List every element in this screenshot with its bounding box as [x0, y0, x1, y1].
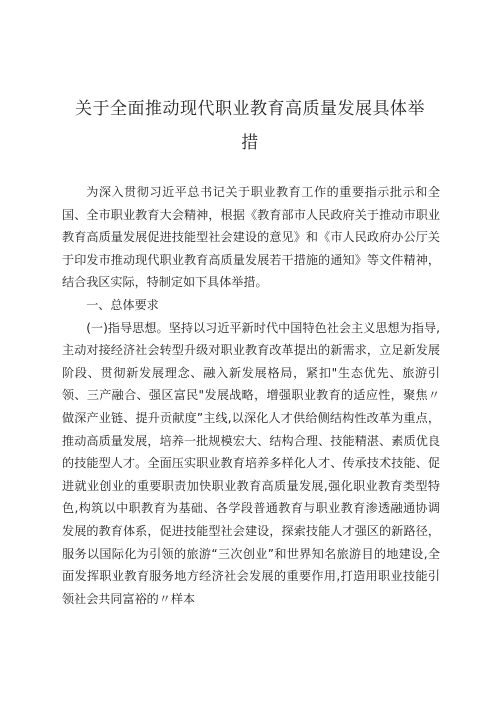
- title-line-2: 措: [241, 133, 259, 153]
- document-body: [62, 181, 440, 610]
- title-line-1: 关于全面推动现代职业教育高质量发展具体举: [75, 99, 425, 119]
- intro-paragraph: 为深入贯彻习近平总书记关于职业教育工作的重要指示批示和全国、全市职业教育大会精神，根据《教育部市人民政府关于推动市职业教育高质量发展促进技能型社会建设的意见》和《市人民政府办公厅关于印发市推动现代职业教育高质量发展若干措施的通知》等文件精神，结合我区实际，特制定如下具体举措。: [62, 185, 440, 290]
- document-title: [50, 92, 450, 160]
- guiding-ideology-paragraph: (一)指导思想。坚持以习近平新时代中国特色社会主义思想为指导,主动对接经济社会转型升级对职业教育改革提出的新需求，立足新发展阶段、贯彻新发展理念、融入新发展格局，紧扣"生态优先、旅游引领、三产融合、强区富民"发展战略，增强职业教育的适应性，聚焦〃做深产业链、提升贡献度”主线,以深化人才供给侧结构性改革为重点，推动高质量发展，培养一批规模宏大、结构合理、技能精湛、素质优良的技能型人才。全面压实职业教育培养多样化人才、传承技术技能、促进就业创业的重要职责加快职业教育高质量发展,强化职业教育类型特色,构筑以中职教育为基础、各学段普通教育与职业教育渗透融通协调发展的教育体系，促进技能型社会建设，探索技能人才强区的新路径，服务以国际化为引领的旅游“三次创业”和世界知名旅游目的地建设,全面发挥职业教育服务地方经济社会发展的重要作用,打造用职业技能引领社会共同富裕的〃样本: [62, 320, 440, 606]
- section-heading: 一、总体要求: [86, 297, 159, 312]
